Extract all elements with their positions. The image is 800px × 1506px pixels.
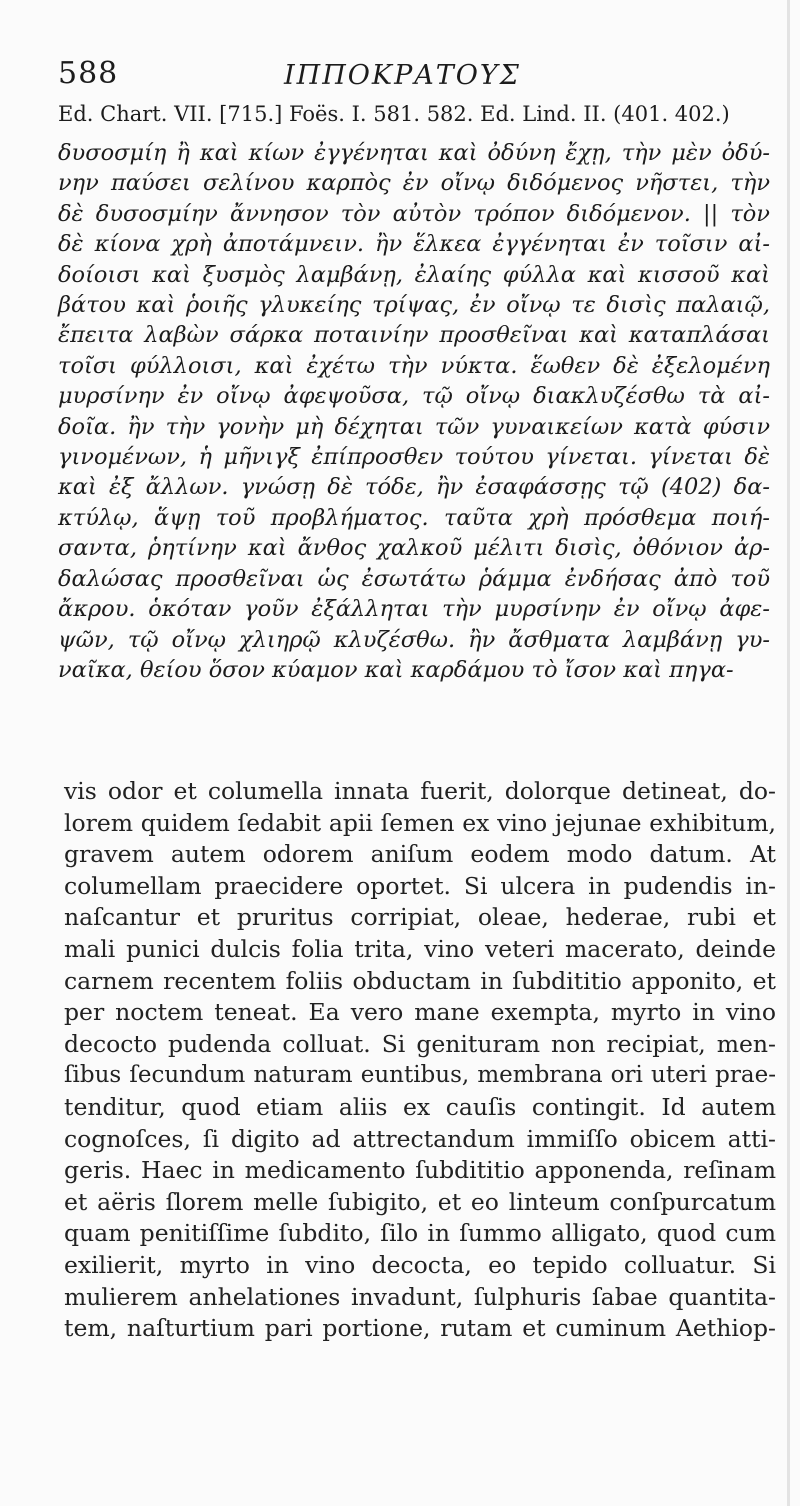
latin-line: quam penitiſſime ſubdito, ſilo in ſummo alligato, quod cum — [64, 1219, 776, 1248]
latin-text-block — [64, 776, 776, 1345]
greek-line: καὶ ἐξ ἄλλων. γνώσῃ δὲ τόδε, ἢν ἐσαφάσσῃς τῷ (402) δα- — [58, 474, 770, 501]
greek-line: τοῖσι φύλλοισι, καὶ ἐχέτω τὴν νύκτα. ἕωθεν δὲ ἐξελομένη — [58, 352, 770, 379]
latin-line: exilierit, myrto in vino decocta, eo tepido colluatur. Si — [64, 1250, 776, 1279]
edition-reference-line: Ed. Chart. VII. [715.] Foës. I. 581. 582. Ed. Lind. II. (401. 402.) — [58, 102, 730, 126]
greek-line: μυρσίνην ἐν οἴνῳ ἀφεψοῦσα, τῷ οἴνῳ διακλυζέσθω τὰ αἰ- — [58, 383, 770, 410]
latin-line: vis odor et columella innata fuerit, dolorque detineat, do- — [64, 777, 776, 805]
greek-line: σαντα, ῥητίνην καὶ ἄνθος χαλκοῦ μέλιτι δισὶς, ὀθόνιον ἀρ- — [58, 535, 770, 562]
greek-line: ἄκρου. ὁκόταν γοῦν ἐξάλληται τὴν μυρσίνην ἐν οἴνῳ ἀφε- — [58, 596, 770, 623]
greek-line: ψῶν, τῷ οἴνῳ χλιηρῷ κλυζέσθω. ἢν ἄσθματα λαμβάνῃ γυ- — [58, 626, 770, 653]
greek-line: βάτου καὶ ῥοιῆς γλυκείης τρίψας, ἐν οἴνῳ τε δισὶς παλαιῷ, — [58, 292, 770, 319]
running-title: ΙΠΠΟΚΡΑΤΟΥΣ — [284, 60, 521, 91]
latin-line: mali punici dulcis folia trita, vino veteri macerato, deinde — [64, 934, 776, 963]
greek-line: δαλώσας προσθεῖναι ὡς ἐσωτάτω ῥάμμα ἐνδήσας ἀπὸ τοῦ — [58, 565, 770, 592]
latin-line: per noctem teneat. Ea vero mane exempta, myrto in vino — [64, 998, 776, 1027]
greek-line: δυσοσμίη ἢ καὶ κίων ἐγγένηται καὶ ὀδύνη ἔχῃ, τὴν μὲν ὀδύ- — [58, 140, 770, 166]
latin-line: decocto pudenda colluat. Si genituram non recipiat, men- — [64, 1029, 776, 1058]
greek-line: δὲ κίονα χρὴ ἀποτάμνειν. ἢν ἕλκεα ἐγγένηται ἐν τοῖσιν αἰ- — [58, 231, 770, 258]
latin-line: ſibus ſecundum naturam euntibus, membrana ori uteri prae- — [64, 1062, 776, 1089]
greek-line: ἔπειτα λαβὼν σάρκα ποταινίην προσθεῖναι καὶ καταπλάσαι — [58, 322, 770, 349]
page-edge — [787, 0, 790, 1506]
greek-line: ναῖκα, θείου ὅσον κύαμον καὶ καρδάμου τὸ ἴσον καὶ πηγα- — [58, 656, 734, 683]
page-header — [58, 56, 748, 92]
latin-line: geris. Haec in medicamento ſubdititio apponenda, reſinam — [64, 1156, 776, 1185]
latin-line: mulierem anhelationes invadunt, ſulphuris ſabae quantita- — [64, 1282, 776, 1311]
greek-line: δοίοισι καὶ ξυσμὸς λαμβάνῃ, ἐλαίης φύλλα καὶ κισσοῦ καὶ — [58, 261, 770, 288]
greek-text-block — [58, 138, 770, 685]
latin-line: columellam praecidere oportet. Si ulcera in pudendis in- — [64, 871, 776, 900]
latin-line: carnem recentem foliis obductam in ſubdititio apponito, et — [64, 966, 776, 995]
greek-line: δοῖα. ἢν τὴν γονὴν μὴ δέχηται τῶν γυναικείων κατὰ φύσιν — [58, 413, 770, 440]
greek-line: κτύλῳ, ἅψῃ τοῦ προβλήματος. ταῦτα χρὴ πρόσθεμα ποιή- — [58, 504, 770, 531]
page-number: 588 — [58, 56, 119, 91]
latin-line: gravem autem odorem aniſum eodem modo datum. At — [64, 840, 776, 869]
latin-line: tem, naſturtium pari portione, rutam et cuminum Aethiop- — [64, 1314, 776, 1343]
latin-line: lorem quidem ſedabit apii ſemen ex vino jejunae exhibitum, — [64, 808, 776, 837]
greek-line: νην παύσει σελίνου καρπὸς ἐν οἴνῳ διδόμενος νῆστει, τὴν — [58, 170, 770, 197]
greek-line: δὲ δυσοσμίην ἄννησον τὸν αὐτὸν τρόπον διδόμενον. || τὸν — [58, 200, 770, 227]
latin-line: et aëris ſlorem melle ſubigito, et eo linteum conſpurcatum — [64, 1187, 776, 1216]
latin-line: naſcantur et pruritus corripiat, oleae, hederae, rubi et — [64, 903, 776, 932]
latin-line: tenditur, quod etiam aliis ex cauſis contingit. Id autem — [64, 1092, 776, 1121]
latin-line: cognoſces, ſi digito ad attrectandum immiſſo obicem atti- — [64, 1124, 776, 1153]
greek-line: γινομένων, ἡ μῆνιγξ ἐπίπροσθεν τούτου γίνεται. γίνεται δὲ — [58, 444, 770, 471]
